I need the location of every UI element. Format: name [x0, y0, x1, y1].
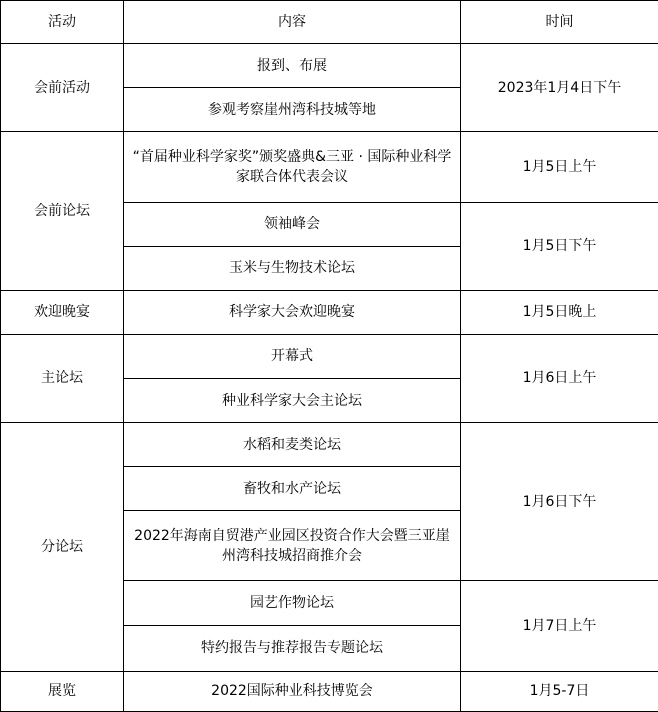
activity-cell: 主论坛 [1, 334, 124, 422]
time-cell: 1月7日上午 [461, 581, 658, 671]
activity-cell: 会前活动 [1, 44, 124, 132]
table-row [1, 132, 658, 202]
content-cell: 园艺作物论坛 [124, 581, 461, 625]
activity-cell: 欢迎晚宴 [1, 290, 124, 334]
content-cell: 畜牧和水产论坛 [124, 467, 461, 511]
content-cell: 2022年海南自贸港产业园区投资合作大会暨三亚崖州湾科技城招商推介会 [124, 511, 461, 581]
time-cell: 2023年1月4日下午 [461, 44, 658, 132]
header-activity: 活动 [1, 1, 124, 44]
table-row [1, 290, 658, 334]
header-time: 时间 [461, 1, 658, 44]
activity-cell: 分论坛 [1, 423, 124, 672]
time-cell: 1月6日下午 [461, 423, 658, 581]
activity-cell: 会前论坛 [1, 132, 124, 290]
time-cell: 1月5日上午 [461, 132, 658, 202]
header-content: 内容 [124, 1, 461, 44]
content-cell: 开幕式 [124, 334, 461, 378]
content-cell: “首届种业科学家奖”颁奖盛典&三亚 · 国际种业科学家联合体代表会议 [124, 132, 461, 202]
content-cell: 2022国际种业科技博览会 [124, 671, 461, 711]
table-row [1, 44, 658, 88]
time-cell: 1月6日上午 [461, 334, 658, 422]
table-row [1, 423, 658, 467]
time-cell: 1月5-7日 [461, 671, 658, 711]
table-row [1, 671, 658, 711]
content-cell: 种业科学家大会主论坛 [124, 378, 461, 422]
header-row [1, 1, 658, 44]
content-cell: 玉米与生物技术论坛 [124, 246, 461, 290]
time-cell: 1月5日下午 [461, 202, 658, 290]
content-cell: 水稻和麦类论坛 [124, 423, 461, 467]
content-cell: 科学家大会欢迎晚宴 [124, 290, 461, 334]
activity-cell: 展览 [1, 671, 124, 711]
content-cell: 特约报告与推荐报告专题论坛 [124, 625, 461, 671]
time-cell: 1月5日晚上 [461, 290, 658, 334]
content-cell: 领袖峰会 [124, 202, 461, 246]
content-cell: 报到、布展 [124, 44, 461, 88]
content-cell: 参观考察崖州湾科技城等地 [124, 88, 461, 132]
table-row [1, 334, 658, 378]
